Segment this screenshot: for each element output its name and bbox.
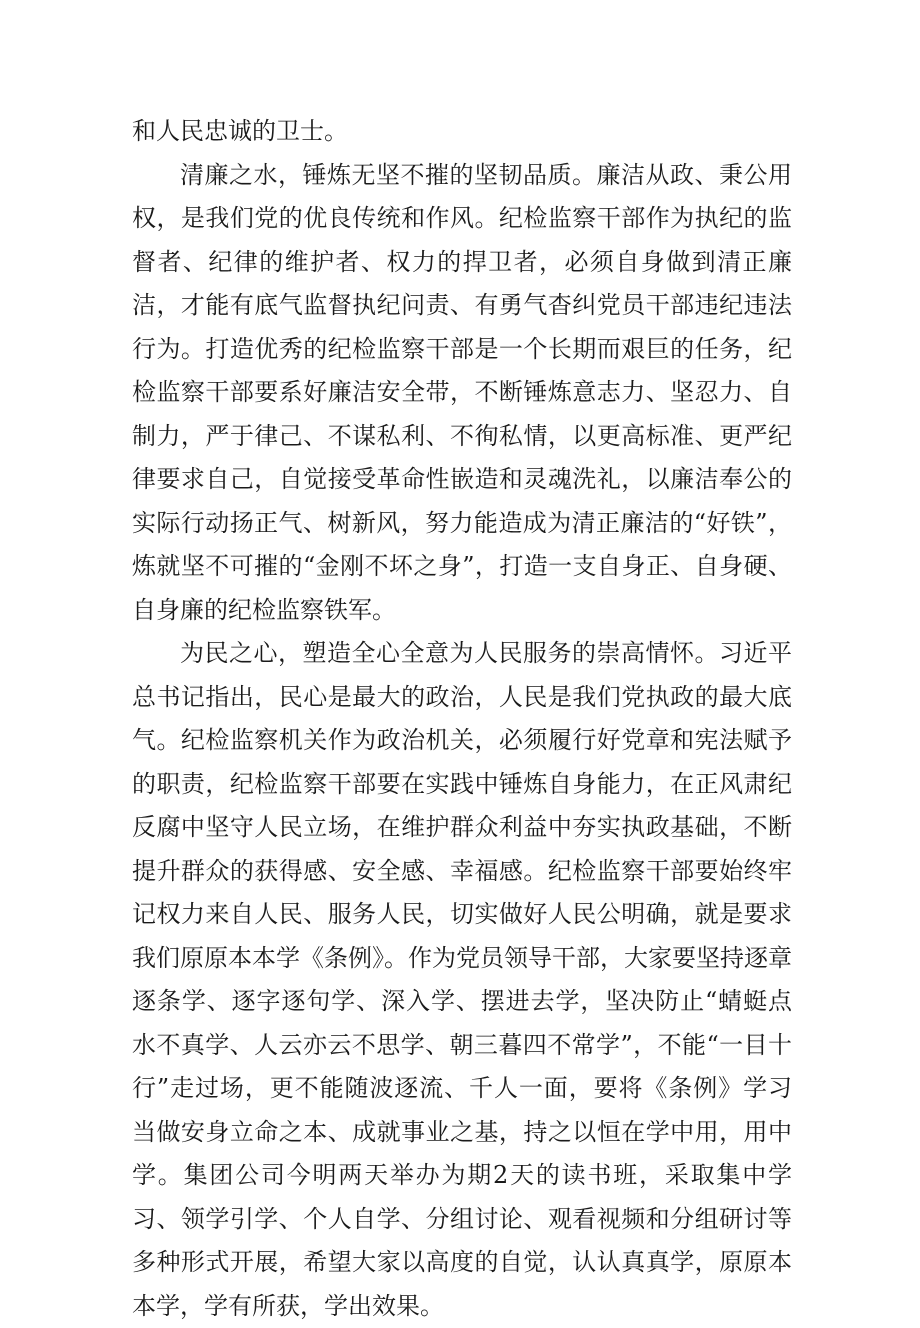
paragraph-integrity: 清廉之水，锤炼无坚不摧的坚韧品质。廉洁从政、秉公用权，是我们党的优良传统和作风。纪检监察干部作为执纪的监督者、纪律的维护者、权力的捍卫者，必须自身做到清正廉洁，才能有底气监督执纪问责、有勇气杳纠党员干部违纪违法行为。打造优秀的纪检监察干部是一个长期而艰巨的任务，纪检监察干部要系好廉洁安全带，不断锤炼意志力、坚忍力、自制力，严于律己、不谋私利、不徇私情，以更高标准、更严纪律要求自己，自觉接受革命性嵌造和灵魂洗礼，以廉洁奉公的实际行动扬正气、树新风，努力能造成为清正廉洁的“好铁”，炼就坚不可摧的“金刚不坏之身”，打造一支自身正、自身硬、自身廉的纪检监察铁军。 (132, 160, 792, 624)
document-body (132, 110, 792, 1328)
paragraph-serve-people: 为民之心，塑造全心全意为人民服务的崇高情怀。习近平总书记指出，民心是最大的政治，人民是我们党执政的最大底气。纪检监察机关作为政治机关，必须履行好党章和宪法赋予的职责，纪检监察干部要在实践中锤炼自身能力，在正风肃纪反腐中坚守人民立场，在维护群众利益中夯实执政基础，不断提升群众的获得感、安全感、幸福感。纪检监察干部要始终牢记权力来自人民、服务人民，切实做好人民公明确，就是要求我们原原本本学《条例》。作为党员领导干部，大家要坚持逐章逐条学、逐字逐句学、深入学、摆进去学，坚决防止“蜻蜓点水不真学、人云亦云不思学、朝三暮四不常学”，不能“一目十行”走过场，更不能随波逐流、千人一面，要将《条例》学习当做安身立命之本、成就事业之基，持之以恒在学中用，用中学。集团公司今明两天举办为期2天的读书班，采取集中学习、领学引学、个人自学、分组讨论、观看视频和分组研讨等多种形式开展，希望大家以高度的自觉，认认真真学，原原本本学，学有所获，学出效果。 (132, 639, 792, 1320)
paragraph-continuation: 和人民忠诚的卫士。 (132, 117, 348, 145)
